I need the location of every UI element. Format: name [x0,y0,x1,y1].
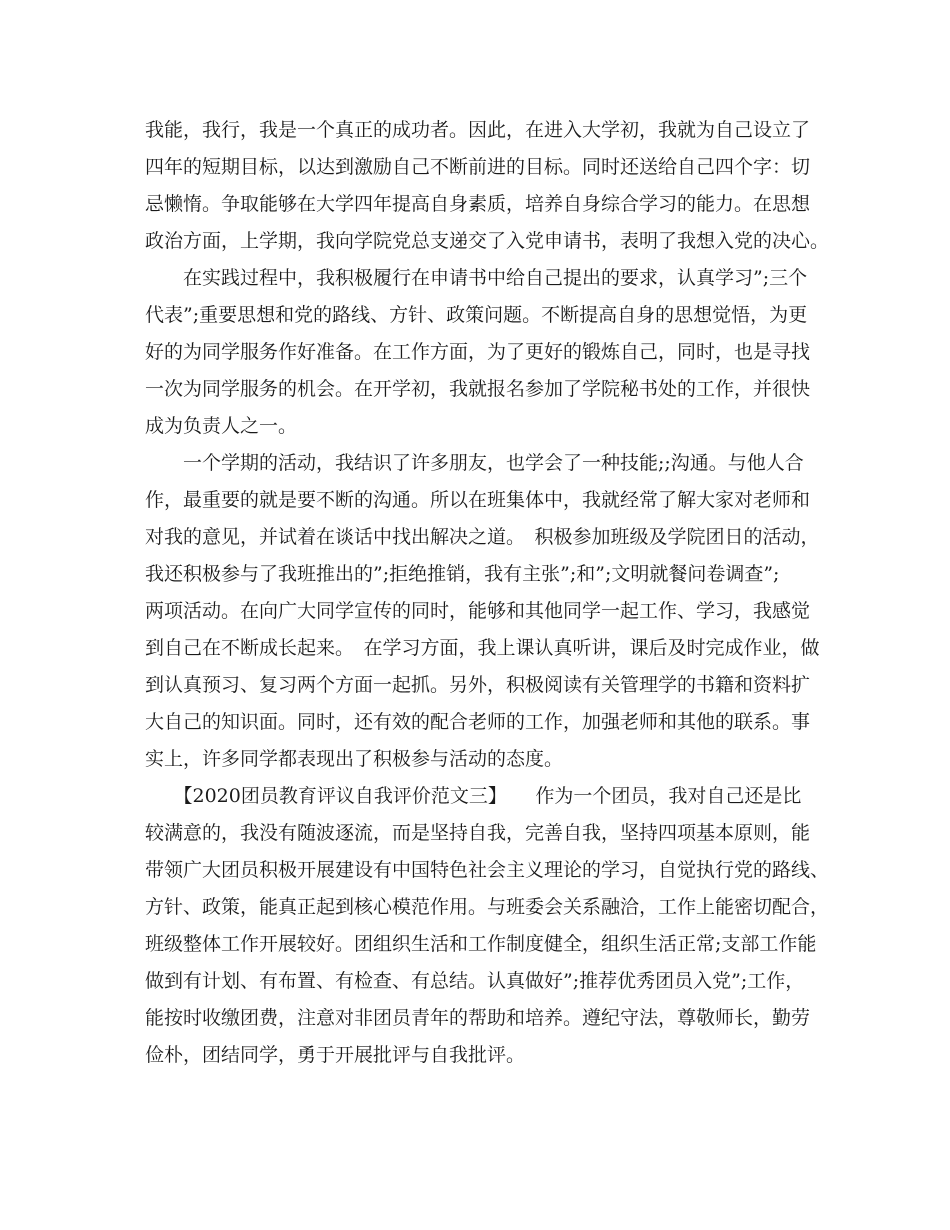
text-line: 俭朴，团结同学，勇于开展批评与自我批评。 [145,1044,526,1066]
text-line: 成为负责人之一。 [145,415,298,437]
document-body [145,112,830,1074]
text-line: 做到有计划、有布置、有检查、有总结。认真做好”;推荐优秀团员入党”;工作， [145,970,805,992]
text-line: 作，最重要的就是要不断的沟通。所以在班集体中，我就经常了解大家对老师和 [145,489,811,511]
text-line: 好的为同学服务作好准备。在工作方面，为了更好的锻炼自己，同时，也是寻找 [145,341,811,363]
text-line: 带领广大团员积极开展建设有中国特色社会主义理论的学习，自觉执行党的路线、 [145,859,830,881]
text-line: 大自己的知识面。同时，还有效的配合老师的工作，加强老师和其他的联系。事 [145,711,811,733]
text-line: 一次为同学服务的机会。在开学初，我就报名参加了学院秘书处的工作，并很快 [145,378,811,400]
text-line: 班级整体工作开展较好。团组织生活和工作制度健全，组织生活正常;支部工作能 [145,933,817,955]
text-line: 能按时收缴团费，注意对非团员青年的帮助和培养。遵纪守法，尊敬师长，勤劳 [145,1007,811,1029]
text-line: 对我的意见，并试着在谈话中找出解决之道。 积极参加班级及学院团日的活动， [145,526,820,548]
text-line: 到自己在不断成长起来。 在学习方面，我上课认真听讲，课后及时完成作业，做 [145,637,820,659]
text-line: 两项活动。在向广大同学宣传的同时，能够和其他同学一起工作、学习，我感觉 [145,600,811,622]
text-line: 忌懒惰。争取能够在大学四年提高自身素质，培养自身综合学习的能力。在思想 [145,193,811,215]
text-line: 一个学期的活动，我结识了许多朋友，也学会了一种技能;;沟通。与他人合 [145,452,804,474]
text-line: 较满意的，我没有随波逐流，而是坚持自我，完善自我，坚持四项基本原则，能 [145,822,811,844]
text-line: 四年的短期目标，以达到激励自己不断前进的目标。同时还送给自己四个字：切 [145,156,811,178]
text-line: 代表”;重要思想和党的路线、方针、政策问题。不断提高自身的思想觉悟，为更 [145,304,808,326]
text-line: 实上，许多同学都表现出了积极参与活动的态度。 [145,748,564,770]
text-line: 【2020团员教育评议自我评价范文三】 作为一个团员，我对自己还是比 [145,785,802,807]
text-line: 政治方面，上学期，我向学院党总支递交了入党申请书，表明了我想入党的决心。 [145,230,830,252]
text-line: 到认真预习、复习两个方面一起抓。另外，积极阅读有关管理学的书籍和资料扩 [145,674,811,696]
text-line: 方针、政策，能真正起到核心模范作用。与班委会关系融洽，工作上能密切配合， [145,896,830,918]
text-line: 在实践过程中，我积极履行在申请书中给自己提出的要求，认真学习”;三个 [145,267,808,289]
text-line: 我能，我行，我是一个真正的成功者。因此，在进入大学初，我就为自己设立了 [145,119,811,141]
text-line: 我还积极参与了我班推出的”;拒绝推销，我有主张”;和”;文明就餐问卷调查”; [145,563,780,585]
